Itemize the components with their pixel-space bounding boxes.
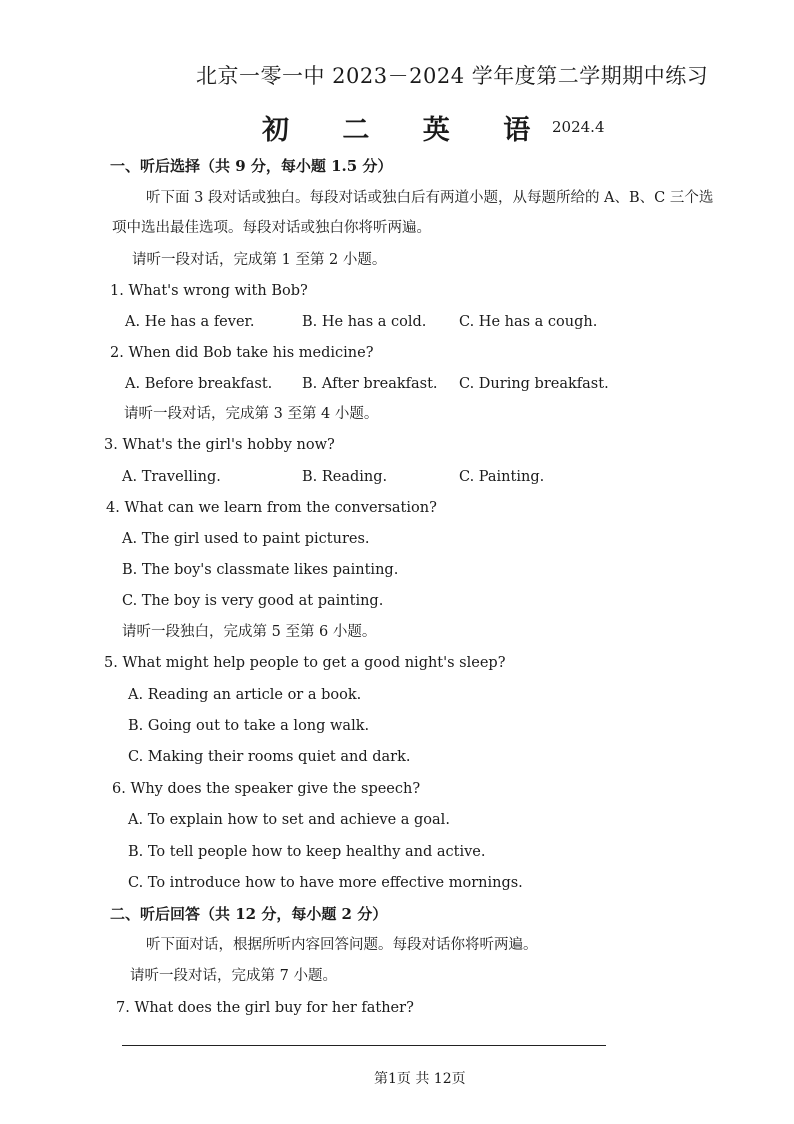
section1-instructions-line2: 项中选出最佳选项。每段对话或独白你将听两遍。 (112, 220, 431, 236)
q4-option-c: C. The boy is very good at painting. (122, 593, 384, 609)
q4-option-a: A. The girl used to paint pictures. (122, 531, 370, 547)
section1-instructions-line1: 听下面 3 段对话或独白。每段对话或独白后有两道小题，从每题所给的 A、B、C 三个选 (146, 190, 714, 206)
question-1: 1. What's wrong with Bob? (110, 283, 308, 299)
q5-option-a: A. Reading an article or a book. (128, 687, 362, 703)
question-2: 2. When did Bob take his medicine? (110, 345, 374, 361)
question-3: 3. What's the girl's hobby now? (104, 437, 335, 453)
section2-instructions: 听下面对话，根据所听内容回答问题。每段对话你将听两遍。 (146, 937, 538, 953)
q4-option-b: B. The boy's classmate likes painting. (122, 562, 399, 578)
q1-option-c: C. He has a cough. (459, 314, 598, 330)
prompt-q7: 请听一段对话，完成第 7 小题。 (130, 968, 337, 984)
question-7: 7. What does the girl buy for her father? (116, 1000, 414, 1016)
school-title: 北京一零一中 2023－2024 学年度第二学期期中练习 (196, 64, 709, 88)
q1-option-a: A. He has a fever. (125, 314, 255, 330)
prompt-q3-q4: 请听一段对话，完成第 3 至第 4 小题。 (124, 406, 379, 422)
question-4: 4. What can we learn from the conversation? (106, 500, 437, 516)
q2-option-c: C. During breakfast. (459, 376, 609, 392)
q6-option-a: A. To explain how to set and achieve a goal. (128, 812, 450, 828)
question-5: 5. What might help people to get a good night's sleep? (104, 655, 506, 671)
prompt-q5-q6: 请听一段独白，完成第 5 至第 6 小题。 (122, 624, 377, 640)
page-number: 第1页 共 12页 (374, 1071, 466, 1087)
q2-option-b: B. After breakfast. (302, 376, 438, 392)
footer-divider (122, 1045, 606, 1046)
q6-option-c: C. To introduce how to have more effective mornings. (128, 875, 523, 891)
q5-option-c: C. Making their rooms quiet and dark. (128, 749, 411, 765)
section2-heading: 二、听后回答（共 12 分，每小题 2 分） (110, 905, 388, 923)
q1-option-b: B. He has a cold. (302, 314, 427, 330)
q3-option-b: B. Reading. (302, 469, 388, 485)
q3-option-a: A. Travelling. (122, 469, 221, 485)
q3-option-c: C. Painting. (459, 469, 545, 485)
exam-date: 2024.4 (552, 118, 605, 136)
section1-heading: 一、听后选择（共 9 分，每小题 1.5 分） (110, 157, 393, 175)
q2-option-a: A. Before breakfast. (125, 376, 273, 392)
question-6: 6. Why does the speaker give the speech? (112, 781, 421, 797)
q5-option-b: B. Going out to take a long walk. (128, 718, 370, 734)
subject-title: 初 二 英 语 (262, 115, 553, 146)
q6-option-b: B. To tell people how to keep healthy and active. (128, 844, 486, 860)
prompt-q1-q2: 请听一段对话，完成第 1 至第 2 小题。 (132, 252, 387, 268)
